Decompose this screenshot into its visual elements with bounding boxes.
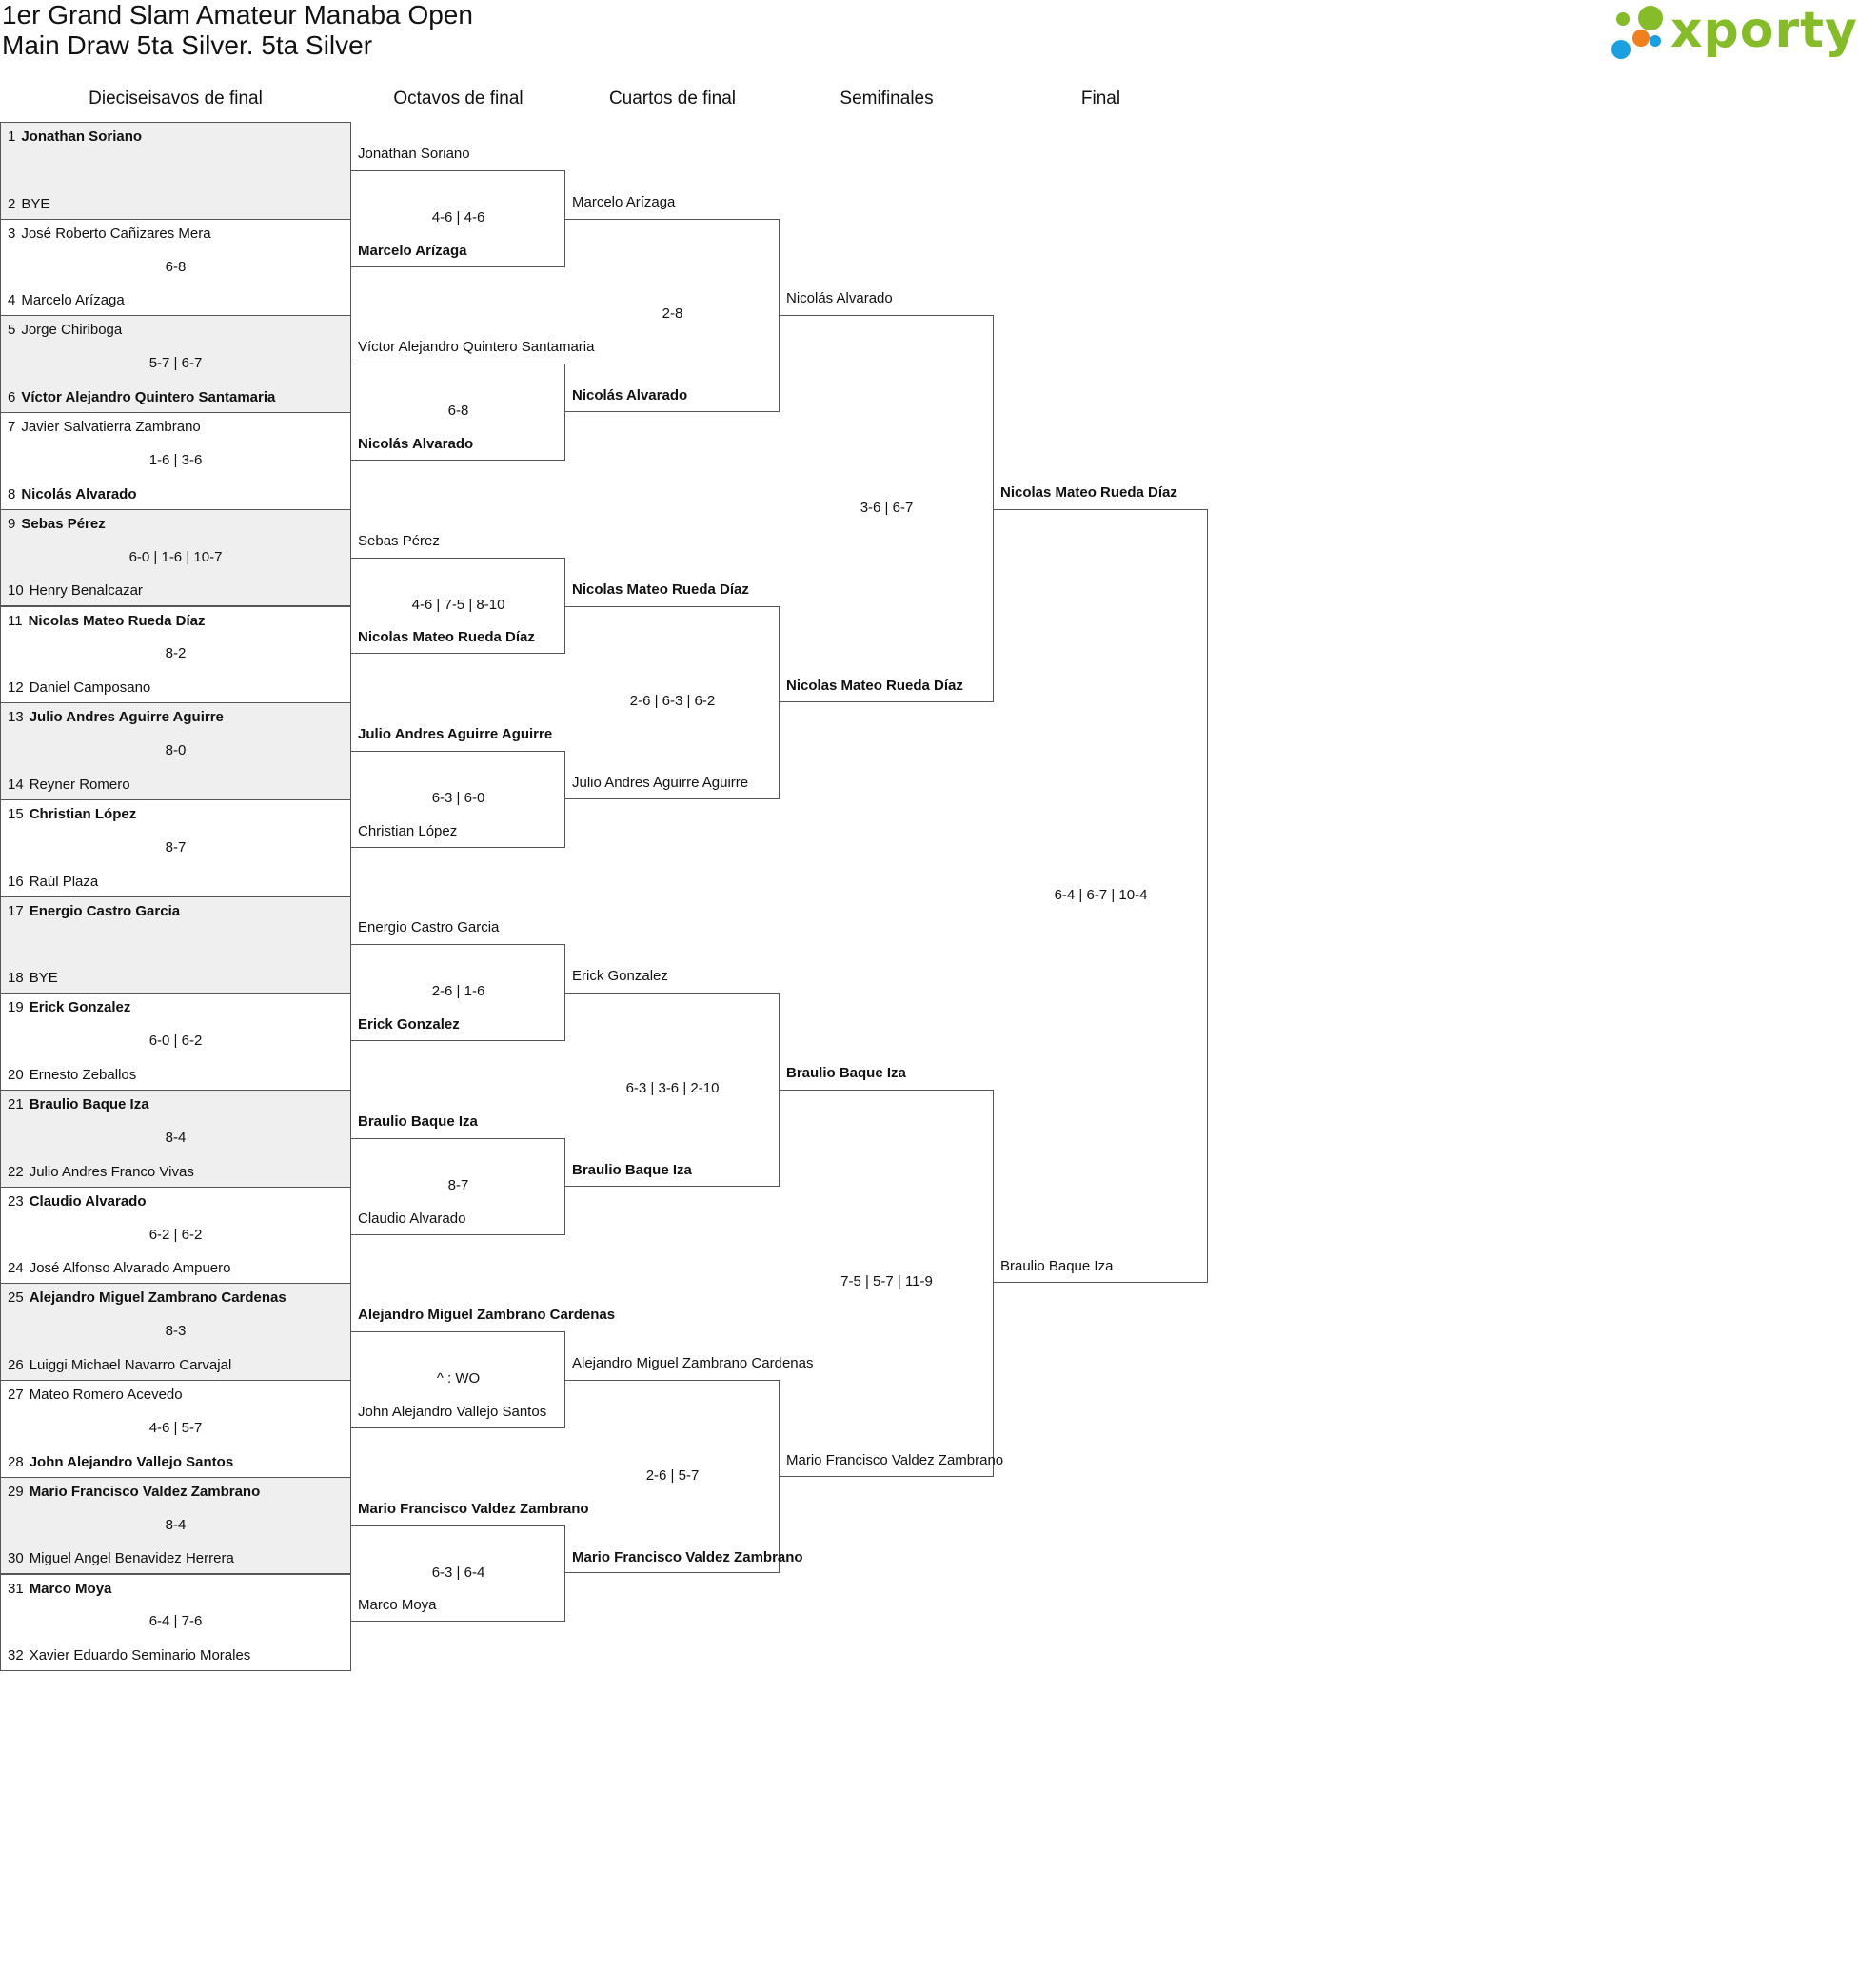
player-name: Ernesto Zeballos	[29, 1066, 137, 1083]
seed-number: 1	[8, 128, 16, 145]
player-line	[8, 874, 346, 890]
match-score: 6-8	[447, 403, 469, 420]
player-line	[8, 709, 346, 725]
seed-number: 15	[8, 805, 24, 822]
player-name: Nicolas Mateo Rueda Díaz	[28, 612, 206, 629]
round-header-r32: Dieciseisavos de final	[89, 89, 263, 108]
player-line	[8, 1484, 346, 1500]
player-line	[8, 1387, 346, 1403]
seed-number: 7	[8, 419, 16, 436]
player-name[interactable]: Christian López	[358, 822, 458, 839]
seed-number: 4	[8, 292, 16, 309]
match-score: 8-4	[165, 1516, 187, 1533]
player-name: Energio Castro Garcia	[29, 902, 181, 919]
tournament-title: 1er Grand Slam Amateur Manaba Open	[2, 0, 473, 30]
match-score: 4-6 | 4-6	[431, 208, 485, 226]
player-line	[8, 1193, 346, 1210]
seed-number: 9	[8, 515, 16, 532]
seed-number: 17	[8, 902, 24, 919]
player-name: Marcelo Arízaga	[21, 292, 125, 309]
round-header-qf: Cuartos de final	[608, 89, 737, 108]
seed-number: 2	[8, 195, 16, 212]
player-name: Julio Andres Aguirre Aguirre	[29, 709, 224, 726]
seed-number: 26	[8, 1357, 24, 1374]
player-name[interactable]: Sebas Pérez	[358, 532, 440, 549]
seed-number: 18	[8, 970, 24, 987]
match-score: 6-3 | 6-0	[431, 789, 485, 806]
player-line	[8, 777, 346, 793]
player-name: BYE	[21, 195, 50, 212]
player-name: José Alfonso Alvarado Ampuero	[29, 1260, 231, 1277]
player-line	[8, 419, 346, 435]
player-name[interactable]: Braulio Baque Iza	[1000, 1258, 1114, 1275]
seed-number: 12	[8, 679, 24, 697]
player-name: Erick Gonzalez	[29, 999, 131, 1016]
player-name: Nicolás Alvarado	[21, 485, 137, 502]
seed-number: 10	[8, 582, 24, 600]
player-name[interactable]: Erick Gonzalez	[358, 1016, 460, 1033]
player-name: Víctor Alejandro Quintero Santamaria	[21, 389, 276, 406]
match-score: 5-7 | 6-7	[148, 355, 203, 372]
player-name: Julio Andres Franco Vivas	[29, 1163, 194, 1180]
player-name[interactable]: Víctor Alejandro Quintero Santamaria	[358, 339, 595, 356]
player-name[interactable]: Erick Gonzalez	[572, 968, 668, 985]
player-line	[8, 1260, 346, 1276]
player-name[interactable]: Nicolas Mateo Rueda Díaz	[786, 678, 963, 695]
player-name: Reyner Romero	[29, 776, 130, 793]
player-name[interactable]: Nicolás Alvarado	[358, 435, 474, 452]
seed-number: 5	[8, 322, 16, 339]
round-header-sf: Semifinales	[840, 89, 934, 108]
player-name[interactable]: Braulio Baque Iza	[358, 1112, 478, 1130]
match-score: 6-0 | 6-2	[148, 1033, 203, 1050]
player-name: Xavier Eduardo Seminario Morales	[29, 1647, 251, 1664]
seed-number: 22	[8, 1163, 24, 1180]
seed-number: 14	[8, 776, 24, 793]
match-box[interactable]	[0, 1477, 351, 1575]
player-line	[8, 903, 346, 919]
player-name: BYE	[29, 970, 58, 987]
seed-number: 3	[8, 225, 16, 242]
player-name[interactable]: Marco Moya	[358, 1597, 437, 1614]
player-name[interactable]: Nicolás Alvarado	[572, 387, 688, 404]
player-name[interactable]: Marcelo Arízaga	[572, 193, 676, 210]
player-line	[8, 292, 346, 308]
seed-number: 23	[8, 1192, 24, 1210]
player-name: Christian López	[29, 805, 137, 822]
match-score: 8-4	[165, 1129, 187, 1146]
player-line	[8, 1647, 346, 1663]
match-score: 8-3	[165, 1323, 187, 1340]
player-line	[8, 486, 346, 502]
seed-number: 6	[8, 389, 16, 406]
match-score: 4-6 | 5-7	[148, 1419, 203, 1436]
player-line	[8, 806, 346, 822]
player-line	[8, 1067, 346, 1083]
match-box[interactable]	[0, 799, 351, 897]
match-box[interactable]	[0, 993, 351, 1091]
round-header-final: Final	[1080, 89, 1121, 108]
seed-number: 11	[8, 612, 23, 629]
match-score: 8-2	[165, 645, 187, 662]
player-line	[8, 226, 346, 242]
match-score: 6-0 | 1-6 | 10-7	[128, 548, 223, 565]
player-name[interactable]: Julio Andres Aguirre Aguirre	[358, 726, 553, 743]
match-score: 6-4 | 6-7 | 10-4	[1054, 886, 1148, 903]
match-box[interactable]	[0, 1574, 351, 1672]
match-score: 6-3 | 6-4	[431, 1564, 485, 1581]
player-line	[8, 970, 346, 986]
player-name: Henry Benalcazar	[29, 582, 143, 600]
player-name: Mario Francisco Valdez Zambrano	[29, 1483, 261, 1500]
match-score: 6-4 | 7-6	[148, 1613, 203, 1630]
player-line	[8, 1289, 346, 1306]
match-box[interactable]	[0, 702, 351, 800]
player-name: Braulio Baque Iza	[29, 1096, 149, 1112]
player-line	[8, 196, 346, 212]
seed-number: 24	[8, 1260, 24, 1277]
player-name[interactable]: Nicolas Mateo Rueda Díaz	[358, 629, 535, 646]
seed-number: 25	[8, 1289, 24, 1307]
seed-number: 32	[8, 1647, 24, 1664]
match-box[interactable]	[0, 315, 351, 413]
player-name[interactable]: Braulio Baque Iza	[786, 1065, 906, 1081]
player-line	[8, 322, 346, 338]
player-line	[8, 999, 346, 1015]
seed-number: 30	[8, 1550, 24, 1567]
match-box[interactable]	[0, 122, 351, 220]
player-name[interactable]: Alejandro Miguel Zambrano Cardenas	[572, 1355, 814, 1372]
player-name: Javier Salvatierra Zambrano	[21, 419, 201, 436]
player-name[interactable]: Mario Francisco Valdez Zambrano	[572, 1548, 803, 1565]
match-box[interactable]	[0, 1090, 351, 1188]
player-name[interactable]: Mario Francisco Valdez Zambrano	[358, 1500, 589, 1517]
player-line	[8, 1581, 346, 1597]
player-line	[8, 679, 346, 696]
player-name: Jonathan Soriano	[21, 128, 143, 145]
seed-number: 20	[8, 1066, 24, 1083]
seed-number: 8	[8, 485, 16, 502]
player-line	[8, 582, 346, 599]
player-line	[8, 1164, 346, 1180]
player-name: Miguel Angel Benavidez Herrera	[29, 1550, 234, 1567]
match-box[interactable]	[0, 1283, 351, 1381]
match-score: 4-6 | 7-5 | 8-10	[411, 596, 505, 613]
match-score: ^ : WO	[436, 1370, 481, 1388]
seed-number: 29	[8, 1483, 24, 1500]
player-name[interactable]: Mario Francisco Valdez Zambrano	[786, 1451, 1004, 1468]
player-name[interactable]: Marcelo Arízaga	[358, 242, 467, 259]
player-name: Jorge Chiriboga	[21, 322, 123, 339]
match-box[interactable]	[0, 412, 351, 510]
player-name[interactable]: John Alejandro Vallejo Santos	[358, 1403, 547, 1420]
player-line	[8, 1454, 346, 1470]
seed-number: 16	[8, 873, 24, 890]
player-line	[8, 613, 346, 629]
player-name: Luiggi Michael Navarro Carvajal	[29, 1357, 232, 1374]
draw-subtitle: Main Draw 5ta Silver. 5ta Silver	[2, 30, 373, 60]
seed-number: 21	[8, 1096, 24, 1112]
match-box[interactable]	[0, 219, 351, 317]
match-box[interactable]	[0, 1187, 351, 1285]
player-line	[8, 1096, 346, 1112]
seed-number: 28	[8, 1453, 24, 1470]
match-score: 2-6 | 5-7	[645, 1466, 700, 1484]
seed-number: 13	[8, 709, 24, 726]
player-name: Marco Moya	[29, 1580, 112, 1597]
player-name: Alejandro Miguel Zambrano Cardenas	[29, 1289, 287, 1307]
player-name[interactable]: Alejandro Miguel Zambrano Cardenas	[358, 1307, 616, 1324]
seed-number: 19	[8, 999, 24, 1016]
match-score: 6-2 | 6-2	[148, 1226, 203, 1243]
match-score: 8-7	[447, 1176, 469, 1193]
player-name: Raúl Plaza	[29, 873, 99, 890]
player-name: José Roberto Cañizares Mera	[21, 225, 211, 242]
player-line	[8, 1550, 346, 1566]
player-name: Daniel Camposano	[29, 679, 151, 697]
match-box[interactable]	[0, 509, 351, 607]
player-name: John Alejandro Vallejo Santos	[29, 1453, 234, 1470]
player-name[interactable]: Nicolas Mateo Rueda Díaz	[1000, 483, 1177, 501]
match-score: 3-6 | 6-7	[860, 499, 914, 516]
player-name[interactable]: Claudio Alvarado	[358, 1210, 466, 1227]
player-line	[8, 389, 346, 405]
seed-number: 27	[8, 1387, 24, 1404]
player-line	[8, 516, 346, 532]
match-box[interactable]	[0, 606, 351, 704]
player-name[interactable]: Julio Andres Aguirre Aguirre	[572, 774, 749, 791]
player-name: Claudio Alvarado	[29, 1192, 147, 1210]
match-box[interactable]	[0, 1380, 351, 1478]
match-score: 6-8	[165, 258, 187, 275]
match-score: 7-5 | 5-7 | 11-9	[840, 1273, 933, 1290]
xporty-wordmark: xporty	[1670, 2, 1858, 59]
player-line	[8, 1357, 346, 1373]
player-name[interactable]: Nicolás Alvarado	[786, 290, 893, 307]
match-score: 8-7	[165, 838, 187, 856]
player-name[interactable]: Braulio Baque Iza	[572, 1161, 692, 1178]
match-box[interactable]	[0, 896, 351, 994]
player-name[interactable]: Nicolas Mateo Rueda Díaz	[572, 581, 749, 598]
match-score: 6-3 | 3-6 | 2-10	[625, 1080, 720, 1096]
seed-number: 31	[8, 1580, 24, 1597]
match-score: 2-6 | 6-3 | 6-2	[629, 693, 716, 710]
round-header-r16: Octavos de final	[393, 89, 524, 108]
player-name[interactable]: Energio Castro Garcia	[358, 919, 500, 936]
player-name[interactable]: Jonathan Soriano	[358, 145, 470, 162]
player-name: Sebas Pérez	[21, 515, 106, 532]
player-name: Mateo Romero Acevedo	[29, 1387, 183, 1404]
match-score: 2-8	[662, 305, 683, 323]
match-score: 8-0	[165, 742, 187, 759]
match-score: 1-6 | 3-6	[148, 451, 203, 468]
player-line	[8, 128, 346, 145]
match-score: 2-6 | 1-6	[431, 983, 485, 1000]
